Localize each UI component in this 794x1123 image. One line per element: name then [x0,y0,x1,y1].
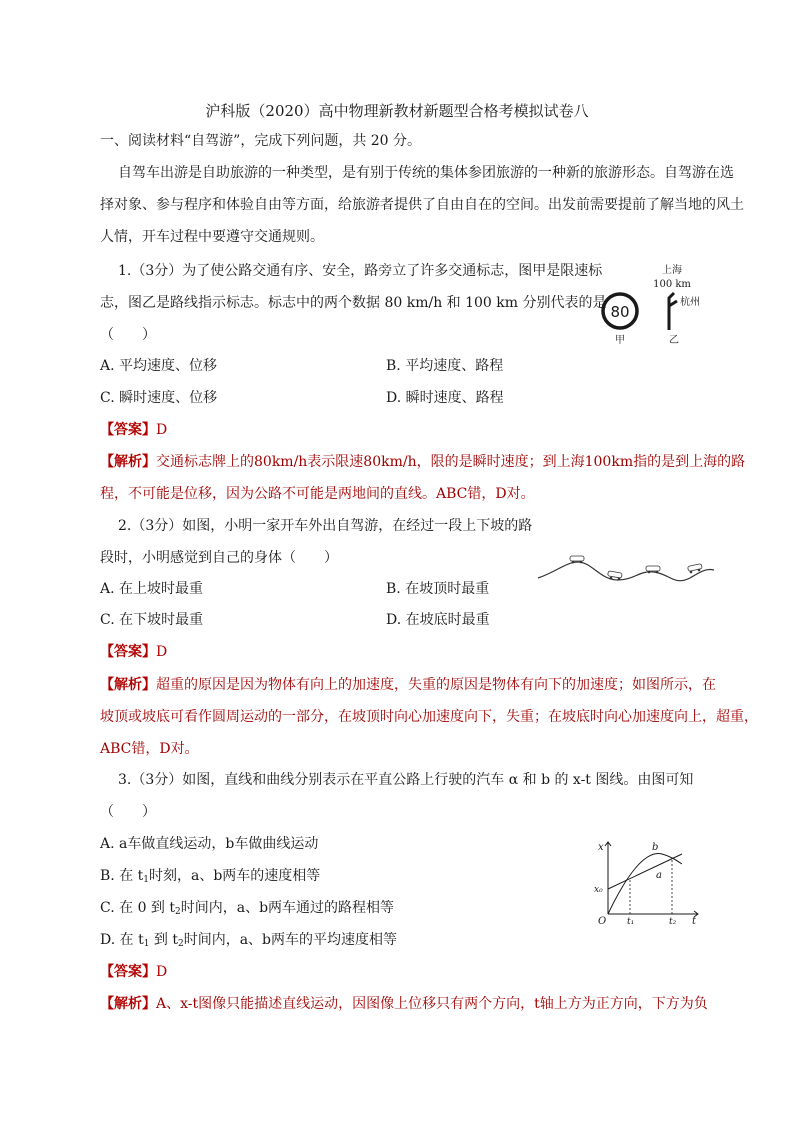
answer-label: 【答案】 [100,422,156,438]
intro-line-3: 人情，开车过程中要遵守交通规则。 [100,229,324,245]
page-title: 沪科版（2020）高中物理新教材新题型合格考模拟试卷八 [205,102,589,120]
q2-option-c: C. 在下坡时最重 [100,612,204,628]
q2-option-a: A. 在上坡时最重 [100,581,204,597]
explanation-label: 【解析】 [100,454,156,470]
answer-value: D [156,644,168,660]
sign-distance: 100 km [653,279,691,290]
x0-label: x₀ [594,885,603,895]
curve-b-label: b [652,842,659,853]
q3-option-a: A. a车做直线运动，b车做曲线运动 [100,836,319,852]
origin-label: O [598,916,607,924]
q3-stem-2: （ ） [100,804,156,820]
answer-label: 【答案】 [100,644,156,660]
section-heading: 一、阅读材料“自驾游”，完成下列问题，共 20 分。 [100,133,422,149]
q3-explanation-1: 【解析】A、x-t图像只能描述直线运动，因图像上位移只有两个方向，t轴上方为正方向，下方为负 [100,996,708,1012]
line-a-label: a [656,870,662,881]
q3-stem-1: 3.（3分）如图，直线和曲线分别表示在平直公路上行驶的汽车 α 和 b 的 x-t 图线。由图可知 [118,772,694,788]
intro-line-1: 自驾车出游是自助旅游的一种类型，是有别于传统的集体参团旅游的一种新的旅游形态。自驾游在选 [118,165,734,181]
answer-label: 【答案】 [100,964,156,980]
explanation-label: 【解析】 [100,996,156,1012]
q1-option-c: C. 瞬时速度、位移 [100,390,218,406]
q2-answer [100,642,167,662]
q2-hill-road-figure [536,550,716,590]
q3-option-c: C. 在 0 到 $t_2$时间内，a、b两车通过的路程相等 [100,900,395,917]
route-arrow-icon [669,293,674,330]
q1-option-b: B. 平均速度、路程 [386,358,504,374]
x-axis-label: x [598,842,604,853]
q3-answer [100,962,167,982]
q1-stem-2: 志，图乙是路线指示标志。标志中的两个数据 80 km/h 和 100 km 分别代表的是 [100,295,607,311]
answer-value: D [156,422,168,438]
t2-label: t₂ [669,917,677,924]
label-jia: 甲 [615,335,625,346]
q1-option-d: D. 瞬时速度、路程 [386,390,504,406]
t1-label: t₁ [627,917,635,924]
q3-option-b: B. 在 $t_1$时刻，a、b两车的速度相等 [100,868,321,885]
q2-option-b: B. 在坡顶时最重 [386,581,490,597]
q2-explanation-3: ABC错，D对。 [100,741,199,757]
q3-xt-graph [590,836,702,924]
q1-explanation-1: 【解析】交通标志牌上的80km/h表示限速80km/h，限的是瞬时速度；到上海100km指的是到上海的路 [100,454,746,470]
q2-option-d: D. 在坡底时最重 [386,612,490,628]
q1-traffic-sign-figure [596,262,706,348]
speed-limit-value: 80 [610,303,630,321]
q1-option-a: A. 平均速度、位移 [100,358,218,374]
q3-option-d: D. 在 $t_1$ 到 $t_2$时间内，a、b两车的平均速度相等 [100,932,398,949]
q2-stem-2: 段时，小明感觉到自己的身体（ ） [100,550,338,566]
label-yi: 乙 [669,335,679,346]
t-axis-label: t [692,916,697,924]
sign-dest-shanghai: 上海 [662,265,682,276]
q2-explanation-1: 【解析】超重的原因是因为物体有向上的加速度，失重的原因是物体有向下的加速度；如图所示，在 [100,677,716,693]
explanation-label: 【解析】 [100,677,156,693]
q1-explanation-2: 程，不可能是位移，因为公路不可能是两地间的直线。ABC错，D对。 [100,486,535,502]
q1-stem-3: （ ） [100,327,156,343]
intro-line-2: 择对象、参与程序和体验自由等方面，给旅游者提供了自由自在的空间。出发前需要提前了解当地的风土 [100,197,744,213]
q2-stem-1: 2.（3分）如图，小明一家开车外出自驾游，在经过一段上下坡的路 [118,518,533,534]
hill-road-curve [538,562,714,581]
sign-dest-hangzhou: 杭州 [680,297,700,308]
q2-explanation-2: 坡顶或坡底可看作圆周运动的一部分，在坡顶时向心加速度向下，失重；在坡底时向心加速度向上，超重， [100,709,758,725]
q1-answer [100,420,167,440]
q1-stem-1: 1.（3分）为了使公路交通有序、安全，路旁立了许多交通标志，图甲是限速标 [118,263,603,279]
answer-value: D [156,964,168,980]
